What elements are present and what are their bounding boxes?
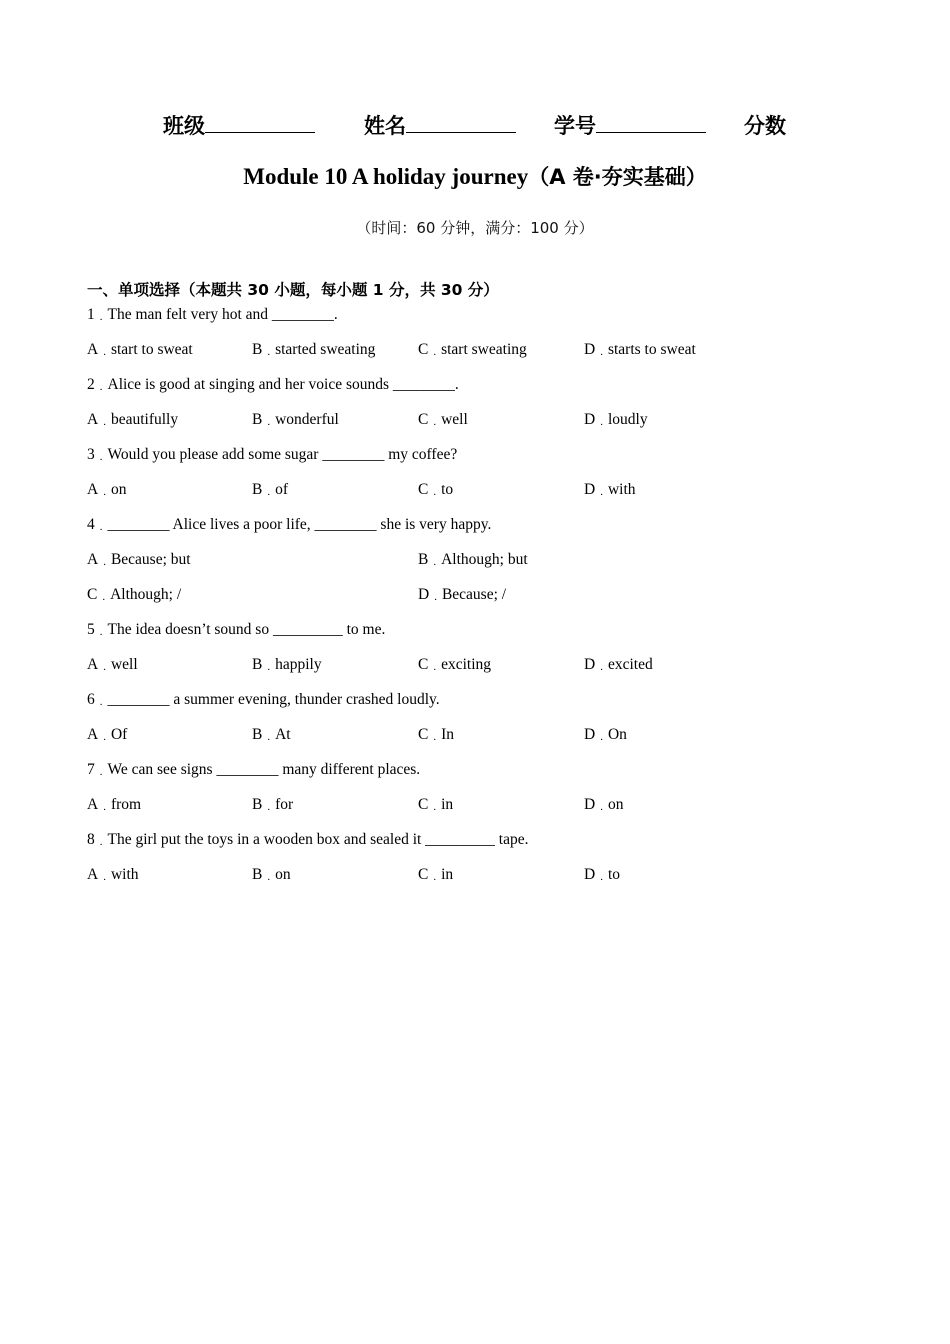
option-dot: . [267,871,271,883]
student-id-blank[interactable] [596,110,706,133]
question-text: We can see signs ________ many different places. [107,761,421,778]
question-text: ________ a summer evening, thunder crashed loudly. [107,691,440,708]
option-d[interactable] [584,722,627,749]
option-text: beautifully [110,411,179,428]
question-number: 3 [87,446,95,463]
option-text: In [441,726,455,743]
option-text: on [110,481,127,498]
option-letter: A [87,341,99,358]
option-c[interactable] [418,337,527,364]
option-letter: D [584,481,596,498]
option-d[interactable] [418,582,506,609]
title-english: Module 10 A holiday journey [243,164,529,189]
option-dot: . [103,801,106,813]
option-a[interactable] [87,477,126,504]
student-info-header [0,110,950,142]
option-text: At [275,726,291,743]
question-text: Would you please add some sugar ________ my coffee? [107,446,458,463]
option-letter: D [584,796,596,813]
option-letter: A [87,866,99,883]
question-number-dot: . [99,521,103,533]
option-text: with [110,866,139,883]
option-d[interactable] [584,652,653,679]
option-d[interactable] [584,792,623,819]
option-text: well [110,656,138,673]
question-number-dot: . [99,836,103,848]
student-id-label: 学号 [554,114,596,138]
option-dot: . [103,731,106,743]
class-blank[interactable] [205,110,315,133]
option-a[interactable] [87,792,141,819]
question-number: 1 [87,306,95,323]
question-number-dot: . [99,766,103,778]
option-text: Although; / [110,586,182,603]
question-8 [87,827,529,854]
exam-time-info: （时间：60 分钟，满分：100 分） [356,219,594,237]
option-letter: D [584,411,596,428]
option-text: in [441,866,454,883]
option-dot: . [103,661,106,673]
score-label: 分数 [744,114,786,138]
option-a[interactable] [87,337,193,364]
option-text: started sweating [275,341,376,358]
option-b[interactable] [418,547,528,574]
question-number: 6 [87,691,95,708]
option-b[interactable] [252,477,288,504]
option-letter: B [252,481,263,498]
option-b[interactable] [252,722,291,749]
question-text: The idea doesn’t sound so _________ to me. [107,621,386,638]
option-a[interactable] [87,862,139,889]
option-letter: D [418,586,430,603]
student-id-field [554,110,706,142]
option-dot: . [103,556,106,568]
option-dot: . [433,416,437,428]
option-text: of [275,481,289,498]
option-text: from [110,796,142,813]
option-dot: . [267,731,271,743]
option-text: on [275,866,291,883]
option-dot: . [103,486,106,498]
question-5 [87,617,385,644]
option-text: On [607,726,627,743]
option-dot: . [267,346,271,358]
option-dot: . [433,731,437,743]
question-text: The man felt very hot and ________. [107,306,338,323]
option-text: in [441,796,454,813]
option-dot: . [433,486,437,498]
title-chinese: （A 卷·夯实基础） [528,165,707,189]
class-label: 班级 [163,114,205,138]
option-b[interactable] [252,862,291,889]
option-dot: . [600,416,603,428]
class-field [163,110,315,142]
option-letter: D [584,656,596,673]
question-7 [87,757,420,784]
option-letter: A [87,411,99,428]
option-a[interactable] [87,722,127,749]
option-b[interactable] [252,652,322,679]
option-letter: A [87,726,99,743]
section-title: 一、单项选择（本题共 30 小题，每小题 1 分，共 30 分） [87,281,499,299]
question-number: 5 [87,621,95,638]
option-text: with [607,481,636,498]
option-dot: . [600,346,603,358]
option-letter: B [252,656,263,673]
option-d[interactable] [584,407,648,434]
option-letter: A [87,551,99,568]
option-text: exciting [441,656,492,673]
option-dot: . [433,556,437,568]
question-number-dot: . [99,311,103,323]
question-number: 7 [87,761,95,778]
option-c[interactable] [418,652,491,679]
option-letter: D [584,726,596,743]
option-dot: . [267,416,271,428]
question-number-dot: . [99,626,103,638]
option-text: start to sweat [110,341,193,358]
option-dot: . [600,801,603,813]
option-dot: . [433,801,437,813]
option-letter: D [584,866,596,883]
option-b[interactable] [252,792,293,819]
option-c[interactable] [418,722,454,749]
option-text: start sweating [441,341,527,358]
option-text: loudly [607,411,648,428]
option-a[interactable] [87,547,191,574]
option-letter: C [87,586,98,603]
question-text: The girl put the toys in a wooden box and sealed it _________ tape. [107,831,529,848]
option-a[interactable] [87,652,138,679]
option-d[interactable] [584,477,636,504]
question-number-dot: . [99,381,103,393]
option-dot: . [267,486,271,498]
score-field [744,110,786,142]
option-text: Because; / [441,586,507,603]
option-dot: . [600,871,603,883]
option-text: for [275,796,294,813]
option-letter: D [584,341,596,358]
option-text: Because; but [110,551,191,568]
option-letter: C [418,481,429,498]
page-title [0,160,950,194]
option-text: Of [110,726,128,743]
option-text: Although; but [441,551,528,568]
option-dot: . [433,871,437,883]
option-letter: C [418,726,429,743]
option-text: starts to sweat [607,341,696,358]
option-dot: . [267,801,271,813]
option-text: wonderful [275,411,339,428]
question-text: ________ Alice lives a poor life, ________ she is very happy. [107,516,492,533]
option-letter: C [418,411,429,428]
question-number: 4 [87,516,95,533]
option-dot: . [433,661,437,673]
option-text: excited [607,656,653,673]
option-text: to [441,481,454,498]
option-text: to [607,866,621,883]
question-number: 8 [87,831,95,848]
option-letter: B [418,551,429,568]
option-letter: C [418,341,429,358]
question-number: 2 [87,376,95,393]
option-dot: . [600,661,603,673]
option-c[interactable] [418,792,453,819]
option-dot: . [267,661,271,673]
option-letter: C [418,866,429,883]
option-letter: B [252,796,263,813]
option-c[interactable] [87,582,181,609]
name-blank[interactable] [406,110,516,133]
option-letter: A [87,796,99,813]
option-dot: . [434,591,437,603]
option-c[interactable] [418,477,453,504]
name-field [364,110,516,142]
option-letter: B [252,726,263,743]
option-text: on [607,796,624,813]
option-letter: A [87,481,99,498]
option-dot: . [102,591,106,603]
option-letter: C [418,656,429,673]
option-d[interactable] [584,862,620,889]
question-6 [87,687,440,714]
option-dot: . [433,346,437,358]
question-3 [87,442,457,469]
name-label: 姓名 [364,114,406,138]
option-dot: . [103,346,106,358]
question-number-dot: . [99,451,103,463]
option-dot: . [103,416,106,428]
option-letter: B [252,341,263,358]
option-b[interactable] [252,337,375,364]
option-c[interactable] [418,862,453,889]
option-letter: B [252,866,263,883]
option-dot: . [600,731,603,743]
question-number-dot: . [99,696,103,708]
option-text: happily [275,656,322,673]
option-text: well [441,411,468,428]
option-c[interactable] [418,407,468,434]
option-letter: C [418,796,429,813]
question-4 [87,512,491,539]
option-dot: . [600,486,603,498]
option-letter: A [87,656,99,673]
question-2 [87,372,459,399]
question-1 [87,302,338,329]
option-a[interactable] [87,407,178,434]
option-dot: . [103,871,106,883]
option-d[interactable] [584,337,696,364]
question-text: Alice is good at singing and her voice sounds ________. [107,376,459,393]
option-b[interactable] [252,407,339,434]
option-letter: B [252,411,263,428]
